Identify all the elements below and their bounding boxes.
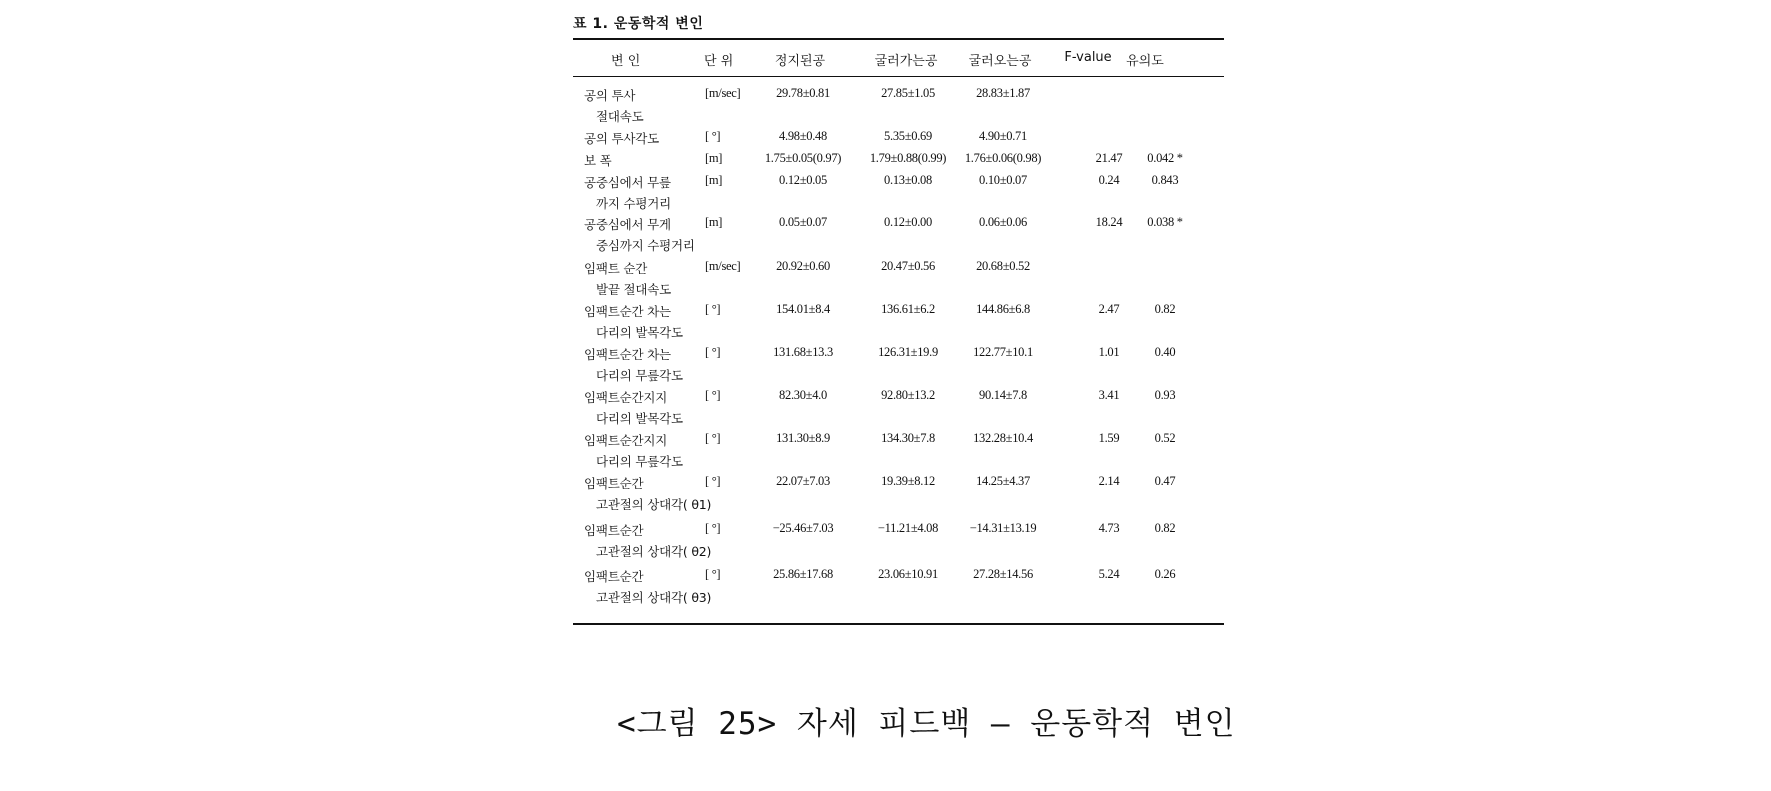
rolling-toward-ball-value: −14.31±13.19 [969,521,1037,535]
variable-name-cont: 까지 수평거리 [596,196,672,211]
unit-cell: [m] [705,151,723,165]
rolling-toward-ball-value: 0.06±0.06 [979,215,1027,229]
unit-cell: [ °] [705,474,721,488]
table-row [0,215,1771,255]
variable-name: 공의 투사 [584,88,636,103]
variable-name: 임팩트순간지지 [584,433,668,448]
variable-name-cont: 절대속도 [596,109,644,124]
stationary-ball-value: 22.07±7.03 [776,474,830,488]
rolling-toward-ball-value: 28.83±1.87 [976,86,1030,100]
table-row [0,521,1771,561]
f-value: 3.41 [1098,388,1120,402]
rolling-toward-ball-value: 1.76±0.06(0.98) [964,151,1042,165]
variable-name-cont: 다리의 발목각도 [596,411,683,426]
unit-cell: [m] [705,173,723,187]
unit-cell: [ °] [705,521,721,535]
significance-value: 0.82 [1154,302,1176,316]
rolling-away-ball-value: 20.47±0.56 [881,259,935,273]
table-row [0,345,1771,385]
variable-name-cont: 고관절의 상대각( θ2) [596,544,712,559]
table-row [0,388,1771,428]
stationary-ball-value: 154.01±8.4 [776,302,830,316]
variable-name-cont: 다리의 무릎각도 [596,454,683,469]
variable-name: 임팩트순간 [584,476,644,491]
stationary-ball-value: 25.86±17.68 [773,567,833,581]
stationary-ball-value: 131.68±13.3 [773,345,833,359]
rolling-away-ball-value: 1.79±0.88(0.99) [869,151,947,165]
significance-value: 0.93 [1154,388,1176,402]
significance-value: 0.82 [1154,521,1176,535]
table-row [0,259,1771,299]
table-bottom-rule [573,623,1224,625]
unit-cell: [ °] [705,567,721,581]
f-value: 5.24 [1098,567,1120,581]
stationary-ball-value: 0.05±0.07 [779,215,827,229]
unit-cell: [ °] [705,388,721,402]
significance-value: 0.042 * [1147,151,1183,165]
header-stationary-ball: 정지된공 [774,54,826,69]
variable-name: 임팩트순간 [584,569,644,584]
rolling-away-ball-value: 19.39±8.12 [881,474,935,488]
rolling-toward-ball-value: 4.90±0.71 [979,129,1027,143]
variable-name-cont: 다리의 무릎각도 [596,368,683,383]
unit-cell: [m/sec] [705,259,741,273]
variable-name: 임팩트순간 차는 [584,347,671,362]
variable-name-cont: 고관절의 상대각( θ3) [596,590,712,605]
rolling-toward-ball-value: 0.10±0.07 [979,173,1027,187]
stationary-ball-value: 29.78±0.81 [776,86,830,100]
rolling-toward-ball-value: 20.68±0.52 [976,259,1030,273]
rolling-away-ball-value: −11.21±4.08 [877,521,939,535]
variable-name: 공중심에서 무게 [584,217,671,232]
rolling-toward-ball-value: 27.28±14.56 [973,567,1033,581]
f-value: 2.47 [1098,302,1120,316]
table-row [0,302,1771,342]
variable-name: 보 폭 [584,153,612,168]
table-row [0,86,1771,126]
f-value: 18.24 [1095,215,1123,229]
variable-name-cont: 발끝 절대속도 [596,282,672,297]
rolling-away-ball-value: 5.35±0.69 [884,129,932,143]
f-value: 21.47 [1095,151,1123,165]
stationary-ball-value: 1.75±0.05(0.97) [764,151,842,165]
variable-name: 임팩트순간지지 [584,390,668,405]
table-row [0,173,1771,213]
rolling-toward-ball-value: 132.28±10.4 [973,431,1033,445]
unit-cell: [ °] [705,302,721,316]
variable-name-cont: 다리의 발목각도 [596,325,683,340]
table-row [0,567,1771,607]
table-row [0,474,1771,514]
unit-cell: [ °] [705,345,721,359]
stationary-ball-value: 20.92±0.60 [776,259,830,273]
significance-value: 0.47 [1154,474,1176,488]
unit-cell: [m] [705,215,723,229]
significance-value: 0.40 [1154,345,1176,359]
rolling-toward-ball-value: 14.25±4.37 [976,474,1030,488]
rolling-away-ball-value: 27.85±1.05 [881,86,935,100]
significance-value: 0.843 [1151,173,1179,187]
stationary-ball-value: 4.98±0.48 [779,129,827,143]
rolling-toward-ball-value: 122.77±10.1 [973,345,1033,359]
table-caption: 표 1. 운동학적 변인 [573,16,704,32]
rolling-toward-ball-value: 90.14±7.8 [979,388,1027,402]
significance-value: 0.52 [1154,431,1176,445]
stationary-ball-value: 131.30±8.9 [776,431,830,445]
variable-name: 임팩트순간 차는 [584,304,671,319]
variable-name-cont: 중심까지 수평거리 [596,238,695,253]
rolling-toward-ball-value: 144.86±6.8 [976,302,1030,316]
rolling-away-ball-value: 0.13±0.08 [884,173,932,187]
stationary-ball-value: −25.46±7.03 [772,521,834,535]
variable-name: 임팩트 순간 [584,261,648,276]
significance-value: 0.26 [1154,567,1176,581]
variable-name: 임팩트순간 [584,523,644,538]
header-rolling-away-ball: 굴러가는공 [874,54,938,69]
stationary-ball-value: 0.12±0.05 [779,173,827,187]
unit-cell: [ °] [705,129,721,143]
f-value: 1.59 [1098,431,1120,445]
stationary-ball-value: 82.30±4.0 [779,388,827,402]
variable-name: 공중심에서 무릎 [584,175,671,190]
table-top-rule [573,38,1224,40]
f-value: 0.24 [1098,173,1120,187]
header-rolling-toward-ball: 굴러오는공 [968,54,1032,69]
rolling-away-ball-value: 126.31±19.9 [878,345,938,359]
rolling-away-ball-value: 0.12±0.00 [884,215,932,229]
rolling-away-ball-value: 23.06±10.91 [878,567,938,581]
unit-cell: [ °] [705,431,721,445]
rolling-away-ball-value: 134.30±7.8 [881,431,935,445]
rolling-away-ball-value: 92.80±13.2 [881,388,935,402]
header-unit: 단 위 [704,54,734,69]
variable-name-cont: 고관절의 상대각( θ1) [596,497,712,512]
f-value: 4.73 [1098,521,1120,535]
f-value: 1.01 [1098,345,1120,359]
variable-name: 공의 투사각도 [584,131,660,146]
unit-cell: [m/sec] [705,86,741,100]
table-row [0,431,1771,471]
header-variable: 변 인 [611,54,641,69]
f-value: 2.14 [1098,474,1120,488]
table-header-rule [573,76,1224,77]
figure-caption: <그림 25> 자세 피드백 – 운동학적 변인 [617,706,1236,742]
header-significance: 유의도 [1126,54,1164,69]
significance-value: 0.038 * [1147,215,1183,229]
rolling-away-ball-value: 136.61±6.2 [881,302,935,316]
header-f-value: F-value [1064,50,1112,65]
